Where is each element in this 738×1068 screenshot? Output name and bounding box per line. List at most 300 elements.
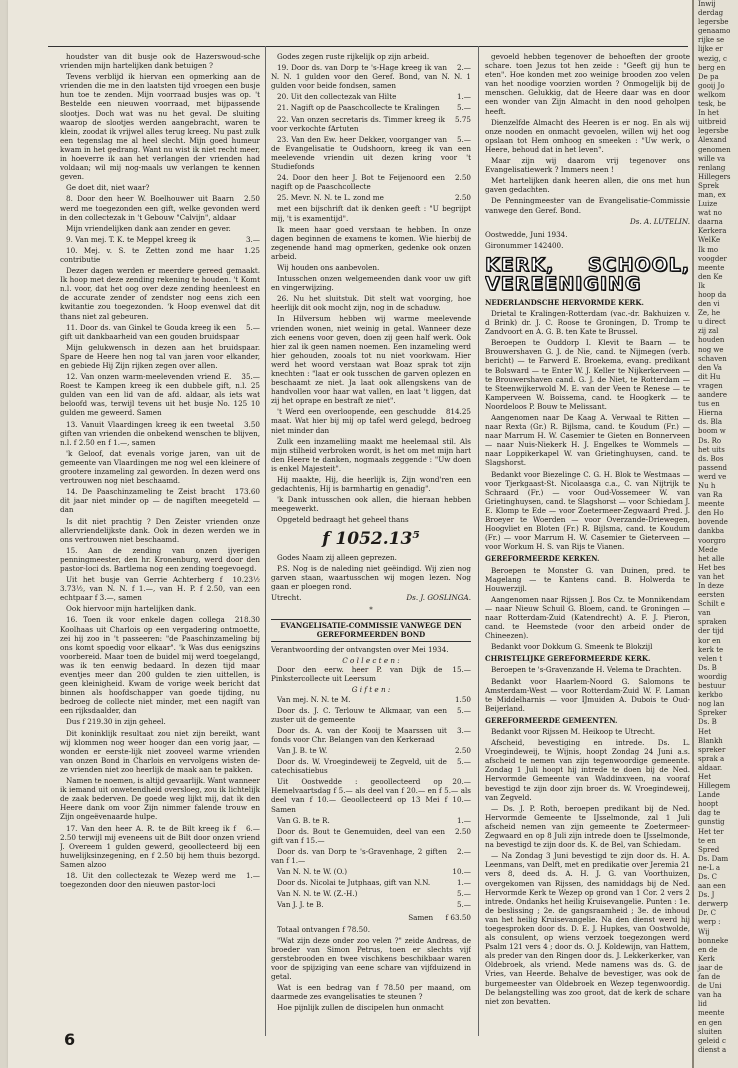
adjacent-text-fragment: WelKe bbox=[698, 236, 721, 245]
paragraph-text: Door ds. Bout te Genemuiden, deel van een gift van f 15.— bbox=[271, 826, 445, 845]
adjacent-text-fragment: eersten bbox=[698, 591, 725, 600]
paragraph-text: 21. Nagift op de Paaschcollecte te Kralingen bbox=[277, 103, 440, 113]
adjacent-text-fragment: kor en bbox=[698, 636, 721, 645]
adjacent-text-fragment: Kerk bbox=[698, 954, 715, 963]
paragraph bbox=[271, 936, 471, 981]
paragraph-text: 13. Vanuit Vlaardingen kreeg ik een tweetal giften van vrienden die onbekend wenschen te blijven, n.l. f 2.50 en f 1.—, samen bbox=[60, 419, 260, 447]
adjacent-text-fragment: fan de bbox=[698, 973, 721, 982]
nhk-heading: NEDERLANDSCHE HERVORMDE KERK. bbox=[485, 297, 644, 307]
adjacent-text-fragment: meente bbox=[698, 1009, 725, 1018]
gg-heading: GEREFORMEERDE GEMEENTEN. bbox=[485, 715, 618, 725]
amount: 218.30 bbox=[234, 615, 260, 625]
giften-list bbox=[271, 695, 471, 910]
evangelisatie-heading: EVANGELISATIE-COMMISSIE VANWEGE DEN GEREFORMEERDEN BOND bbox=[271, 619, 471, 642]
paragraph bbox=[60, 575, 260, 602]
adjacent-text-fragment: tesk, be bbox=[698, 100, 726, 109]
ledger-line bbox=[271, 816, 471, 825]
adjacent-text-fragment: van ha bbox=[698, 991, 722, 1000]
paragraph bbox=[60, 52, 260, 70]
paragraph-text: Dienzelfde Almacht des Heeren is er nog. En als wij onze nooden en onmacht gevoelen, willen wij het oog opslaan tot Hem omhoog en smeeken : "Uw werk, o Heere, behoud dat in het leven". bbox=[485, 117, 690, 154]
adjacent-text-fragment: welkom bbox=[698, 90, 726, 99]
adjacent-text-fragment: te en bbox=[698, 836, 716, 845]
paragraph bbox=[271, 52, 471, 61]
adjacent-text-fragment: den Ho bbox=[698, 509, 724, 518]
amount: 5.— bbox=[245, 322, 260, 332]
paragraph bbox=[271, 173, 471, 191]
adjacent-text-fragment: de Uni bbox=[698, 982, 722, 991]
paragraph bbox=[271, 495, 471, 513]
gk-news bbox=[485, 566, 690, 652]
amount: 2.— bbox=[456, 63, 471, 73]
adjacent-text-fragment: aandere bbox=[698, 391, 727, 400]
paragraph-text: Door ds. Nicolai te Jutphaas, gift van N.N. bbox=[277, 878, 431, 888]
adjacent-page-edge bbox=[694, 0, 738, 1068]
paragraph bbox=[271, 515, 471, 524]
amount: 1.50 bbox=[454, 694, 471, 704]
adjacent-text-fragment: van het bbox=[698, 572, 725, 581]
adjacent-text-fragment: dit Hu bbox=[698, 372, 721, 381]
amount: 3.— bbox=[245, 234, 260, 244]
amount: 2.50 bbox=[454, 173, 471, 183]
paragraph bbox=[271, 314, 471, 405]
paragraph-text: 12. Van onzen warm-meelevenden vriend E. Roest te Kampen kreeg ik een dubbele gift, n.l. 25 gulden van een lid van de afd. aldaar, als iets wat beloofd was, terwijl tevens uit het busje No. 125 10 gulden me geweerd. Samen bbox=[60, 372, 260, 418]
paragraph-text: Van mej. N. N. te M. bbox=[277, 694, 351, 704]
paragraph-text: 24. Door den heer J. Bot te Feijenoord een nagift op de Paaschcollecte bbox=[271, 173, 445, 192]
adjacent-text-fragment: Ds. Dam bbox=[698, 854, 729, 863]
adjacent-text-fragment: Het bes bbox=[698, 563, 726, 572]
signature-place: Utrecht. bbox=[271, 592, 302, 602]
paragraph bbox=[271, 193, 471, 202]
adjacent-text-fragment: den Ke bbox=[698, 272, 723, 281]
column-3 bbox=[485, 52, 690, 1042]
paragraph-text: 't Werd een overloopende, een geschudde maat. Wat hier bij mij op tafel werd gelegd, bedroeg niet minder dan bbox=[271, 407, 471, 435]
news-item bbox=[485, 595, 690, 640]
paragraph-text: 'k Geloof, dat evenals vorige jaren, van uit de gemeente van Vlaardingen me nog wel een kleinere of grootere inzameling zal geworden. In dezen werd ons vertrouwen nog niet beschaamd. bbox=[60, 448, 260, 486]
paragraph-text: Bedankt voor Rijssen M. Heikoop te Utrecht. bbox=[491, 727, 656, 736]
paragraph bbox=[271, 564, 471, 591]
paragraph-text: 18. Uit den collectezak te Wezep werd me toegezonden door den nieuwen pastor-loci bbox=[60, 870, 236, 890]
adjacent-text-fragment: en gen bbox=[698, 1018, 723, 1027]
ledger-line bbox=[271, 827, 471, 845]
paragraph bbox=[271, 63, 471, 90]
news-item bbox=[485, 804, 690, 849]
adjacent-text-fragment: dag te bbox=[698, 809, 721, 818]
paragraph-text: houdster van dit busje ook de Hazerswoud-sche vrienden mijn hartelijken dank betuigen ? bbox=[60, 52, 260, 71]
paragraph-text: Uit het busje van Gerrie Achterberg f 3.73½, van N. N. f 1.—, van H. P. f 2.50, van een echtpaar f 3.—, samen bbox=[60, 575, 260, 603]
paragraph-text: Beroepen te Ouddorp I. Klevit te Baarn — te Brouwershaven G. J. de Nie, cand. te Nijmegen (verb. bericht) — te Farwerd E. Broekema, evang. predikant te Bolsward — te Enter W. J. Keller te Nijkerkerveen — te Brouwershaven cand. G. J. de Niet, te Rotterdam — te Steenwijkerwold M. E. van der Veen te Renese — te Kamperveen W. Boissema, cand. te Hoogkerk — te Noordeloos P. Bouw te Melissant. bbox=[485, 338, 690, 411]
paragraph-text: Drietal te Kralingen-Rotterdam (vac.-dr. Bakhuizen v. d Brink) dr. J. C. Roose te Groningen, D. Tromp te Zandvoort en A. G. B. ten Kate te Brussel. bbox=[485, 308, 690, 337]
adjacent-text-fragment: man, ex bbox=[698, 190, 726, 199]
paragraph bbox=[485, 196, 690, 214]
paragraph-text: In Hilversum hebben wij warme meelevende vrienden wonen, niet weinig in getal. Wanneer deze zich eenens voor geven, doen zij geen half werk. Ook hier zal ik geen namen noemen. Een inzameling werd hier gehouden, zooals tot nu niet voorkwam. Hier werd het woord verstaan wat Boaz sprak tot zijn knechten : "laat er ook tusschen de garven oplezen en beschaamt ze niet. Ja laat ook allengskens van de handvollen voor haar wat vallen, en laat 't liggen, dat zij het oprape en bestraft ze niet". bbox=[271, 314, 471, 406]
amount: 20.— bbox=[452, 777, 471, 787]
paragraph-text: 25. Mevr. N. N. te L. zond me bbox=[277, 193, 384, 203]
paragraph-text: Mijn vriendelijken dank aan zender en gever. bbox=[66, 223, 231, 233]
adjacent-text-fragment: dienst a bbox=[698, 1045, 727, 1054]
paragraph bbox=[485, 52, 690, 116]
paragraph-text: Godes Naam zij alleen geprezen. bbox=[277, 552, 397, 562]
paragraph-text: Tevens verblijd ik hiervan een opmerking aan de vrienden die me in den laatsten tijd vroegen een busje hun toe te zenden. Mijn voorraad busjes was op. 't Bestelde een nieuwen voorraad, met bijpassende slootjes. Doch wat was nu het geval. De sluiting waarop de slootjes werden aangebracht, waren te klein, zoodat ik vrijwel alles terug kreeg. Nu past zulk een tegenslag me al heel slecht. Mijn goed humeur kwam in het gedrang. Want nu wist ik niet recht meer, in hoeverre ik aan het verlangen der vrienden had voldaan; wil mij nog-maals uw verlangen te kennen geven. bbox=[60, 72, 260, 182]
paragraph-text: Door ds. A. van der Kooij te Maarssen uit fonds voor Chr. Belangen van den Kerkeraad bbox=[271, 725, 447, 744]
paragraph bbox=[60, 266, 260, 321]
ledger-line bbox=[271, 665, 471, 683]
ledger-line bbox=[271, 706, 471, 724]
news-item bbox=[485, 470, 690, 552]
news-item bbox=[485, 738, 690, 802]
adjacent-text-fragment: derdag bbox=[698, 9, 724, 18]
paragraph-text: Door ds. J. C. Terlouw te Alkmaar, van een zuster uit de gemeente bbox=[271, 705, 447, 724]
adjacent-text-fragment: woordig bbox=[698, 672, 727, 681]
adjacent-text-fragment: jaar de bbox=[698, 963, 723, 972]
paragraph-text: Namen te noemen, is altijd gevaarlijk. Want wanneer ik iemand uit onwetendheid oversloeg, zou ik lichtelijk de zaak bederven. De goede weg lijkt mij, dat ik den Heere dank om voor Zijn nimmer falende trouw en Zijn ongeëvenaarde hulpe. bbox=[60, 776, 260, 822]
amount: 814.25 bbox=[445, 407, 471, 417]
amount: 3.50 bbox=[243, 419, 260, 429]
adjacent-text-fragment: voogder bbox=[698, 254, 727, 263]
adjacent-text-fragment: Nu h bbox=[698, 481, 716, 490]
paragraph bbox=[60, 615, 260, 715]
column-rule bbox=[265, 46, 266, 1036]
paragraph-text: Van J. J. te B. bbox=[277, 900, 324, 910]
adjacent-text-fragment: berg en bbox=[698, 63, 726, 72]
paragraph bbox=[271, 1003, 471, 1012]
adjacent-text-fragment: ne-L a bbox=[698, 863, 721, 872]
paragraph bbox=[271, 263, 471, 272]
adjacent-text-fragment: bestuur bbox=[698, 682, 726, 691]
adjacent-text-fragment: meente bbox=[698, 263, 725, 272]
adjacent-text-fragment: Hillegem bbox=[698, 782, 731, 791]
adjacent-text-fragment: van bbox=[698, 609, 711, 618]
adjacent-text-fragment: zij zal bbox=[698, 327, 719, 336]
adjacent-text-fragment: bonneke bbox=[698, 936, 729, 945]
adjacent-text-fragment: werp : bbox=[698, 918, 721, 927]
adjacent-text-fragment: Dr. C bbox=[698, 909, 716, 918]
nhk-news bbox=[485, 309, 690, 551]
paragraph bbox=[271, 437, 471, 473]
paragraph bbox=[60, 824, 260, 869]
ledger-line bbox=[271, 695, 471, 704]
adjacent-text-fragment: Het bbox=[698, 727, 712, 736]
amount: 1.— bbox=[245, 870, 260, 880]
paragraph-text: Bedankt voor Haarlem-Noord G. Salomons te Amsterdam-West — voor Rotterdam-Zuid W. F. Laman te Middelharnis — voor IJmuiden A. Dubois te Oud-Beijerland. bbox=[485, 676, 690, 713]
adjacent-text-fragment: gunstig bbox=[698, 818, 725, 827]
adjacent-text-fragment: De pa bbox=[698, 72, 719, 81]
paragraph-text: Ge doet dit, niet waar? bbox=[66, 183, 150, 193]
kerk-school-vereeniging-heading: KERK, SCHOOL, VEREENIGING bbox=[485, 253, 690, 295]
paragraph-text: 16. Toen ik voor enkele dagen collega Koolhaas uit Charlois op een vergadering ontmoette, zei hij zoo in 't passeeren: "de Paaschinzameling bij ons komt spoedig voor elkaar". 'k Was dus eenigszins voorbereid. Maar toen de buidel mij werd toegelangd, was ik ten eenwig bedaard. In dezen tijd maar eventjes meer dan 200 gulden te zien uittellen, is geen kleinigheid. Kwam de vorige week bericht dat binnen als hoofdschapper van goede tijding, nu bedroeg de collecte niet minder, met een nagift van een rijksdaalder, dan bbox=[60, 615, 260, 716]
adjacent-text-fragment: Blankh bbox=[698, 736, 723, 745]
paragraph bbox=[60, 235, 260, 244]
ledger-line bbox=[271, 847, 471, 865]
ledger-line bbox=[271, 746, 471, 755]
asterisk-divider: * bbox=[369, 605, 373, 614]
paragraph bbox=[271, 475, 471, 493]
paragraph-text: Aangenomen naar Rijssen J. Bos Cz. te Monnikendam — naar Nieuw Schuil G. Bloem, cand. te Groningen — naar Rotterdam-Zuid (Katendrecht) A. F. J. Pieron, cand. te Heemstede (voor den arbeid onder de Chineezen). bbox=[485, 594, 690, 641]
paragraph-text: Uit Oostwedde : geoollecteerd op Hemelvaartsdag f 5.— als deel van f 20.— en f 5.— als deel van f 10.— Geoollecteerd op 13 Mei f 10.— Samen bbox=[271, 777, 471, 814]
amount: 5.— bbox=[456, 103, 471, 113]
amount: 5.— bbox=[456, 134, 471, 144]
paragraph-text: 9. Van mej. T. K. te Meppel kreeg ik bbox=[66, 234, 196, 244]
paragraph-text: Ik meen haar goed verstaan te hebben. In onze dagen beginnen de examens te komen. Wie hierbij de zegenende hand mag opmerken, gedenke ook onzen arbeid. bbox=[271, 224, 471, 261]
samen-line bbox=[271, 913, 471, 922]
paragraph-text: Aangenomen naar De Kaag A. Verwaal te Ritten — naar Rexta (Gr.) R. Bijlsma, cand. te Koudum (Fr.) — naar Marrum H. W. Casemier te Gieten en Bonnerveen — naar Nuis-Niekerk H. J. Engelkes te Wommels — naar Loppikerkapel W. van Grietinghuysen, cand. te Slagshorst. bbox=[485, 413, 690, 468]
paragraph bbox=[60, 183, 260, 192]
adjacent-text-fragment: Ds. C bbox=[698, 873, 718, 881]
adjacent-text-fragment: velen t bbox=[698, 654, 723, 663]
adjacent-text-fragment: genaamo bbox=[698, 27, 731, 36]
adjacent-text-fragment: spraken bbox=[698, 618, 727, 627]
paragraph bbox=[271, 407, 471, 434]
paragraph-text: 20. Uit den collectezak van Hilte bbox=[277, 92, 397, 102]
paragraph-text: De Penningmeester van de Evangelisatie-Commissie vanwege den Geref. Bond. bbox=[485, 196, 690, 215]
amount: 1.— bbox=[456, 815, 471, 825]
paragraph-text: Wat is een bedrag van f 78.50 per maand, om daarmede zes evangelisaties te steunen ? bbox=[271, 983, 471, 1002]
paragraph-text: P.S. Nog is de naleding niet geëindigd. Wij zien nog garven staan, waartusschen wij mogen lezen. Nog gaan er ploegen rond. bbox=[271, 563, 471, 591]
adjacent-text-fragment: spreker bbox=[698, 745, 726, 754]
adjacent-text-fragment: Mede bbox=[698, 545, 718, 554]
paragraph-text: Ook hiervoor mijn hartelijken dank. bbox=[66, 604, 197, 614]
adjacent-text-fragment: lijke er bbox=[698, 45, 723, 54]
ledger-line bbox=[271, 867, 471, 876]
paragraph-text: 15. Aan de zending van onzen ijverigen penningmeester, den hr. Kronenburg, werd door den pastor-loci ds. Bartlema nog een zending toegevoegd. bbox=[60, 545, 260, 573]
paragraph bbox=[271, 135, 471, 171]
adjacent-text-fragment: genomen bbox=[698, 145, 731, 154]
ledger-line bbox=[271, 878, 471, 887]
signature-place-date: Oostwedde, Juni 1934. bbox=[485, 229, 568, 239]
paragraph-text: Mijn gelukwensch in dezen aan het bruidspaar. Spare de Heere hen nog tal van jaren voor elkander, en gebiede Hij Zijn rijken zegen over allen. bbox=[60, 342, 260, 370]
news-item bbox=[485, 851, 690, 1006]
amount: 3.— bbox=[456, 725, 471, 735]
adjacent-text-fragment: Ds. Ro bbox=[698, 436, 722, 445]
paragraph-text: Dezer dagen werden er meerdere gereed gemaakt. Ik hoop met deze zending rekening te houden. 't Komt n.l. voor, dat het oog over deze zending heenleest en de accurate zender of zendster nog eens zich een kwitantie zou toegezonden. 'k Hoop evenwel dat dit thans niet zal gebeuren. bbox=[60, 266, 260, 321]
giften-label: G i f t e n : bbox=[351, 685, 391, 695]
paragraph-text: 14. De Paaschinzameling te Zeist bracht dit jaar niet minder op — de nagiften meegeteld — dan bbox=[60, 487, 260, 515]
news-item bbox=[485, 677, 690, 713]
adjacent-text-fragment: Ds. B bbox=[698, 663, 717, 672]
paragraph-text: Hij maakte, Hij, die heerlijk is, Zijn wond'ren een gedachtenis, Hij is barmhartig en genadig". bbox=[271, 475, 471, 494]
adjacent-text-fragment: tus en bbox=[698, 400, 720, 409]
paragraph bbox=[60, 420, 260, 447]
paragraph bbox=[60, 717, 260, 726]
paragraph bbox=[60, 604, 260, 613]
adjacent-text-fragment: van Ra bbox=[698, 491, 723, 500]
adjacent-text-fragment: Ik mo bbox=[698, 245, 719, 254]
adjacent-text-fragment: meente bbox=[698, 500, 725, 509]
adjacent-text-fragment: schaven bbox=[698, 354, 727, 363]
adjacent-text-fragment: geleid c bbox=[698, 1036, 726, 1045]
paragraph-text: Van G. B. te R. bbox=[277, 815, 330, 825]
ledger-line bbox=[271, 726, 471, 744]
paragraph-text: Totaal ontvangen f 78.50. bbox=[277, 924, 370, 934]
signature-goslinga bbox=[271, 593, 471, 602]
paragraph-text: Dus f 219.30 in zijn geheel. bbox=[66, 717, 166, 727]
page-number: 6 bbox=[64, 1030, 76, 1049]
paragraph bbox=[271, 294, 471, 312]
paragraph bbox=[60, 729, 260, 774]
adjacent-text-fragment: Ds. J bbox=[698, 891, 715, 900]
adjacent-text-fragment: ds. Bos bbox=[698, 454, 724, 463]
adjacent-text-fragment: boom w bbox=[698, 427, 726, 436]
adjacent-text-fragment: hoop da bbox=[698, 291, 727, 299]
paragraph bbox=[60, 194, 260, 221]
collecten-label: C o l l e c t e n : bbox=[342, 656, 400, 666]
amount: 15.— bbox=[452, 665, 471, 675]
paragraph bbox=[271, 274, 471, 292]
paragraph bbox=[60, 323, 260, 341]
news-item bbox=[485, 665, 690, 674]
closing-notes bbox=[271, 553, 471, 591]
gk-heading: GEREFORMEERDE KERKEN. bbox=[485, 554, 600, 564]
paragraph-text: Dit koninklijk resultaat zou niet zijn bereikt, want wij klommen nog weer hooger dan een vorig jaar, — wonden er eerste-lijk niet zooveel warme vrienden van onzen Bond in Charlois en vervolgens wisten de-ze vrienden niet zoo heerlijk de maak aan te pakken. bbox=[60, 728, 260, 774]
paragraph-text: 11. Door ds. van Ginkel te Gouda kreeg ik een gift uit dankbaarheid van een gouden bruidspaar bbox=[60, 322, 240, 341]
adjacent-text-fragment: rijke se bbox=[698, 36, 725, 45]
adjacent-text-fragment: legersbe bbox=[698, 127, 729, 136]
adjacent-text-fragment: vragen bbox=[698, 381, 723, 390]
amount: 1.— bbox=[456, 92, 471, 102]
newspaper-page bbox=[8, 0, 692, 1068]
news-item bbox=[485, 566, 690, 593]
paragraph bbox=[271, 553, 471, 562]
news-item bbox=[485, 338, 690, 411]
adjacent-text-fragment: het alle bbox=[698, 554, 725, 563]
adjacent-text-fragment: den Va bbox=[698, 363, 722, 372]
adjacent-text-fragment: Ze, he bbox=[698, 309, 721, 318]
ledger-line bbox=[271, 889, 471, 898]
adjacent-text-fragment: In het bbox=[698, 109, 719, 118]
paragraph-text: Opgeteld bedraagt het geheel thans bbox=[277, 515, 409, 525]
amount: 2.50 bbox=[454, 193, 471, 203]
paragraph-text: 26. Nu het sluitstuk. Dit stelt wat voorging, hoe heerlijk dit ook mocht zijn, nog in de schaduw. bbox=[271, 294, 471, 313]
paragraph bbox=[60, 224, 260, 233]
paragraph bbox=[60, 372, 260, 417]
adjacent-text-fragment: Spred bbox=[698, 845, 720, 854]
paragraph-text: Intusschen onzen welgemeenden dank voor uw gift en vingerwijzing. bbox=[271, 274, 471, 293]
paragraph bbox=[271, 983, 471, 1001]
paragraph-text: 17. Van den heer A. R. te de Bilt kreeg ik f 2.50 terwijl mij eveneens uit de Bilt door onzen vriend J. Overeem 1 gulden gewerd, geoollecteerd bij een huwelijksinzegening, en f 2.50 bij hem thuis bezorgd. Samen alzoo bbox=[60, 823, 260, 869]
paragraph bbox=[485, 176, 690, 194]
paragraph-text: — Ds. J. P. Roth, beroepen predikant bij de Ned. Hervormde Gemeente te IJsselmonde, zal 1 Juli afscheid nemen van zijn gemeente te Zoetermeer-Zegwaard en op 8 Juli zijn intrede doen te IJsselmonde, na bevestigd te zijn door ds. K. de Bel, van Schiedam. bbox=[485, 803, 690, 850]
paragraph-text: 10. Mej. v. S. te Zetten zond me haar contributie bbox=[60, 245, 234, 264]
amount: 2.50 bbox=[243, 194, 260, 204]
paragraph-text: Bedankt voor Biezelinge C. G. H. Blok te Westmaas — voor Tjerkgaast-St. Nicolaasga c.a., C. van Nijtrijk te Schraard (Fr.) — voor Oud-Vossemeer W. van Grietinghuysen, cand. te Slagshorst — voor Schiedam J. E. Klomp te Ede — voor Zoetermeer-Zegwaard Pred. J. Broeyer te Woerden — voor Overzande-Driewegen, Hoogvliet en Bloten (Fr.) R. Bijlsma, cand. te Koudum (Fr.) — voor Marrum H. W. Casemier te Gieterveen — voor Workum H. S. van Rijs te Vianen. bbox=[485, 469, 690, 552]
paragraph-text: 22. Van onzen secretaris ds. Timmer kreeg ik voor verkochte fArtuten bbox=[271, 114, 445, 133]
paragraph bbox=[271, 115, 471, 133]
paragraph bbox=[60, 246, 260, 264]
adjacent-text-fragment: Het ter bbox=[698, 827, 724, 836]
paragraph bbox=[60, 449, 260, 485]
adjacent-text-fragment: houden bbox=[698, 336, 725, 345]
adjacent-text-fragment: voorgro bbox=[698, 536, 726, 545]
adjacent-text-fragment: aldaar. bbox=[698, 763, 723, 772]
adjacent-text-fragment: Schilt e bbox=[698, 600, 725, 609]
cgk-news bbox=[485, 665, 690, 712]
amount: 2.50 bbox=[454, 826, 471, 836]
adjacent-text-fragment: aan een bbox=[698, 882, 726, 891]
amount: 1.25 bbox=[243, 245, 260, 255]
paragraph-text: Is dit niet prachtig ? Den Zeister vrienden onze allervriendelijkste dank. Ook in dezen werden we in ons vertrouwen niet beschaamd. bbox=[60, 516, 260, 544]
samen-amount: f 63.50 bbox=[445, 912, 471, 922]
adjacent-text-fragment: nog we bbox=[698, 345, 724, 354]
paragraph-text: 23. Van den Ew. heer Dekker, voorganger van de Evangelisatie te Oudshoorn, kreeg ik van een meelevende vriendin uit dezen kring voor 't Studiefonds bbox=[271, 134, 471, 172]
adjacent-text-fragment: Ds. B bbox=[698, 718, 717, 727]
amount: 10.— bbox=[452, 867, 471, 877]
column-2 bbox=[271, 52, 471, 1042]
paragraph-text: met een bijschrift dat ik denken geeft : "U begrijpt mij, 't is examentijd". bbox=[271, 204, 471, 223]
adjacent-text-fragment: sluiten bbox=[698, 1027, 723, 1036]
paragraph-text: — Na Zondag 3 Juni bevestigd te zijn door ds. H. A. Leenmans, van Delft, met en predikatie over Jeremia 21 vers 8, deed ds. A. H. J. G. van Voorthuizen, overgekomen van Rijssen, des namiddags bij de Ned. Hervormde Kerk te Wezep op grond van 1 Cor. 2 vers 2 intrede. Ondanks het heilig Kruisevangelie. Punten : 1e. de beslissing ; 2e. de gangsraamheid ; 3e. de inhoud van het heilig Kruisevangelie. Na den dienst werd hij toegesproken door ds. D. E. J. Hupkes, van Oostwolde, als consulent, op wiens verzoek toegezongen werd Psalm 121 vers 4 ; door ds. O. J. Koldewijn, van Hattem, als preder van den Ringen door ds. J. Lekkerkerker, van Oldebroek, als vriend. Mede namens was ds. G. de Vries, van Heerde. Behalve de bevestiger, was ook de burgemeester van Oldebroek en Wezep tegenwoordig. De belangstelling was zoo groot, dat de kerk de schare niet zon bevatten. bbox=[485, 851, 690, 1006]
paragraph-text: Door den eerw. heer P. van Dijk de Pinkstercollecte uit Leersum bbox=[271, 665, 443, 684]
paragraph bbox=[485, 156, 690, 174]
adjacent-text-fragment: den vi bbox=[698, 300, 720, 309]
adjacent-text-fragment: gooij Jo bbox=[698, 81, 725, 90]
paragraph-text: Afscheid, bevestiging en intrede. Ds. L. Vroegindeweij, te Wijnis, hoopt Zondag 24 Juni a.s. afscheid te nemen van zijn tegenwoordige gemeente. Zondag 1 Juli hoopt hij intrede te doen bij de Ned. Hervormde Gemeente van Waddinxveen, na vooraf bevestigd te zijn door zijn broer ds. W. Vroegindeweij, van Zegveld. bbox=[485, 738, 690, 802]
paragraph-text: gevoeld hebben tegenover de behoeften der groote schare. toen Jezus tot hen zeide : "Geeft gij hun te eten". Hoe konden met zoo weinige brooden zoo velen van het noodige voorzien worden ? Onmogelijk bij de menschen. Gelukkig, dat de Heere daar was en door een wonder van Zijn Almacht in den nood geholpen heeft. bbox=[485, 52, 690, 116]
paragraph-text: Beroepen te 's-Gravenzande H. Velema te Drachten. bbox=[491, 665, 682, 675]
paragraph bbox=[60, 343, 260, 370]
adjacent-text-fragment: In deze bbox=[698, 582, 724, 590]
grand-total: f 1052.13⁵ bbox=[322, 528, 420, 549]
header-rule bbox=[48, 46, 688, 47]
adjacent-text-fragment: legersbe bbox=[698, 18, 729, 27]
gg-news bbox=[485, 727, 690, 1006]
paragraph bbox=[60, 487, 260, 514]
amount: 2.50 bbox=[454, 746, 471, 755]
adjacent-text-fragment: Sprek bbox=[698, 181, 720, 190]
adjacent-text-fragment: Wij bbox=[698, 927, 710, 936]
paragraph bbox=[271, 103, 471, 112]
amount: 5.— bbox=[456, 889, 471, 899]
adjacent-text-fragment: uitbreid bbox=[698, 118, 727, 127]
news-item bbox=[485, 642, 690, 651]
evangelisatie-closing bbox=[271, 925, 471, 1013]
adjacent-text-fragment: en de bbox=[698, 945, 718, 954]
news-item bbox=[485, 413, 690, 468]
adjacent-text-fragment: Ik bbox=[698, 281, 706, 290]
adjacent-text-fragment: wezig, c bbox=[698, 54, 727, 63]
paragraph-text: 8. Door den heer W. Boelhouwer uit Baarn werd me toegezonden een gift, welke gevonden werd in den collectezak in 't Gebouw "Calvijn", aldaar bbox=[60, 194, 260, 222]
paragraph bbox=[60, 776, 260, 821]
amount: 173.60 bbox=[234, 487, 260, 497]
adjacent-text-fragment: derwerp bbox=[698, 900, 728, 909]
adjacent-text-fragment: werd ve bbox=[698, 472, 727, 481]
column-rule bbox=[478, 46, 479, 1036]
news-item bbox=[485, 309, 690, 336]
adjacent-text-fragment: het uits bbox=[698, 445, 725, 454]
cgk-heading: CHRISTELIJKE GEREFORMEERDE KERK. bbox=[485, 654, 651, 664]
collecten-list bbox=[271, 665, 471, 683]
paragraph-text: Godes zegen ruste rijkelijk op zijn arbeid. bbox=[277, 52, 430, 61]
amount: 5.— bbox=[456, 705, 471, 715]
adjacent-text-fragment: kerkbo bbox=[698, 691, 723, 700]
adjacent-text-fragment: kerk te bbox=[698, 645, 724, 654]
paragraph-text: Maar zijn wij daarom vrij tegenover ons Evangelisatiewerk ? Immers neen ! bbox=[485, 156, 690, 175]
adjacent-text-fragment: daarna bbox=[698, 218, 723, 227]
adjacent-text-fragment: Hierna bbox=[698, 409, 723, 418]
paragraph bbox=[60, 517, 260, 544]
adjacent-text-fragment: bovende bbox=[698, 518, 728, 527]
amount: 5.— bbox=[456, 900, 471, 910]
paragraph-text: Zulk een inzameliing maakt me heelemaal stil. Als mijn stilheid verbroken wordt, is het om met mijn hart den Heere te danken, nogmaals zeggende : "Uw doen is enkel Majesteit". bbox=[271, 436, 471, 473]
paragraph-text: Wij houden ons aanbevolen. bbox=[277, 262, 380, 272]
adjacent-text-fragment: u direct bbox=[698, 318, 726, 327]
amount: 10.23½ bbox=[232, 575, 260, 585]
amount: 6.— bbox=[245, 823, 260, 833]
paragraph-text: Van J. B. te W. bbox=[277, 746, 328, 755]
paragraph-text: Bedankt voor Dokkum G. Smeenk te Blokzijl bbox=[491, 642, 653, 652]
paragraph-text: Met hartelijken dank heeren allen, die ons met hun gaven gedachten. bbox=[485, 176, 690, 195]
adjacent-text-fragment: renlang bbox=[698, 163, 726, 172]
adjacent-text-fragment: Lande bbox=[698, 791, 720, 800]
ledger-line bbox=[271, 777, 471, 813]
